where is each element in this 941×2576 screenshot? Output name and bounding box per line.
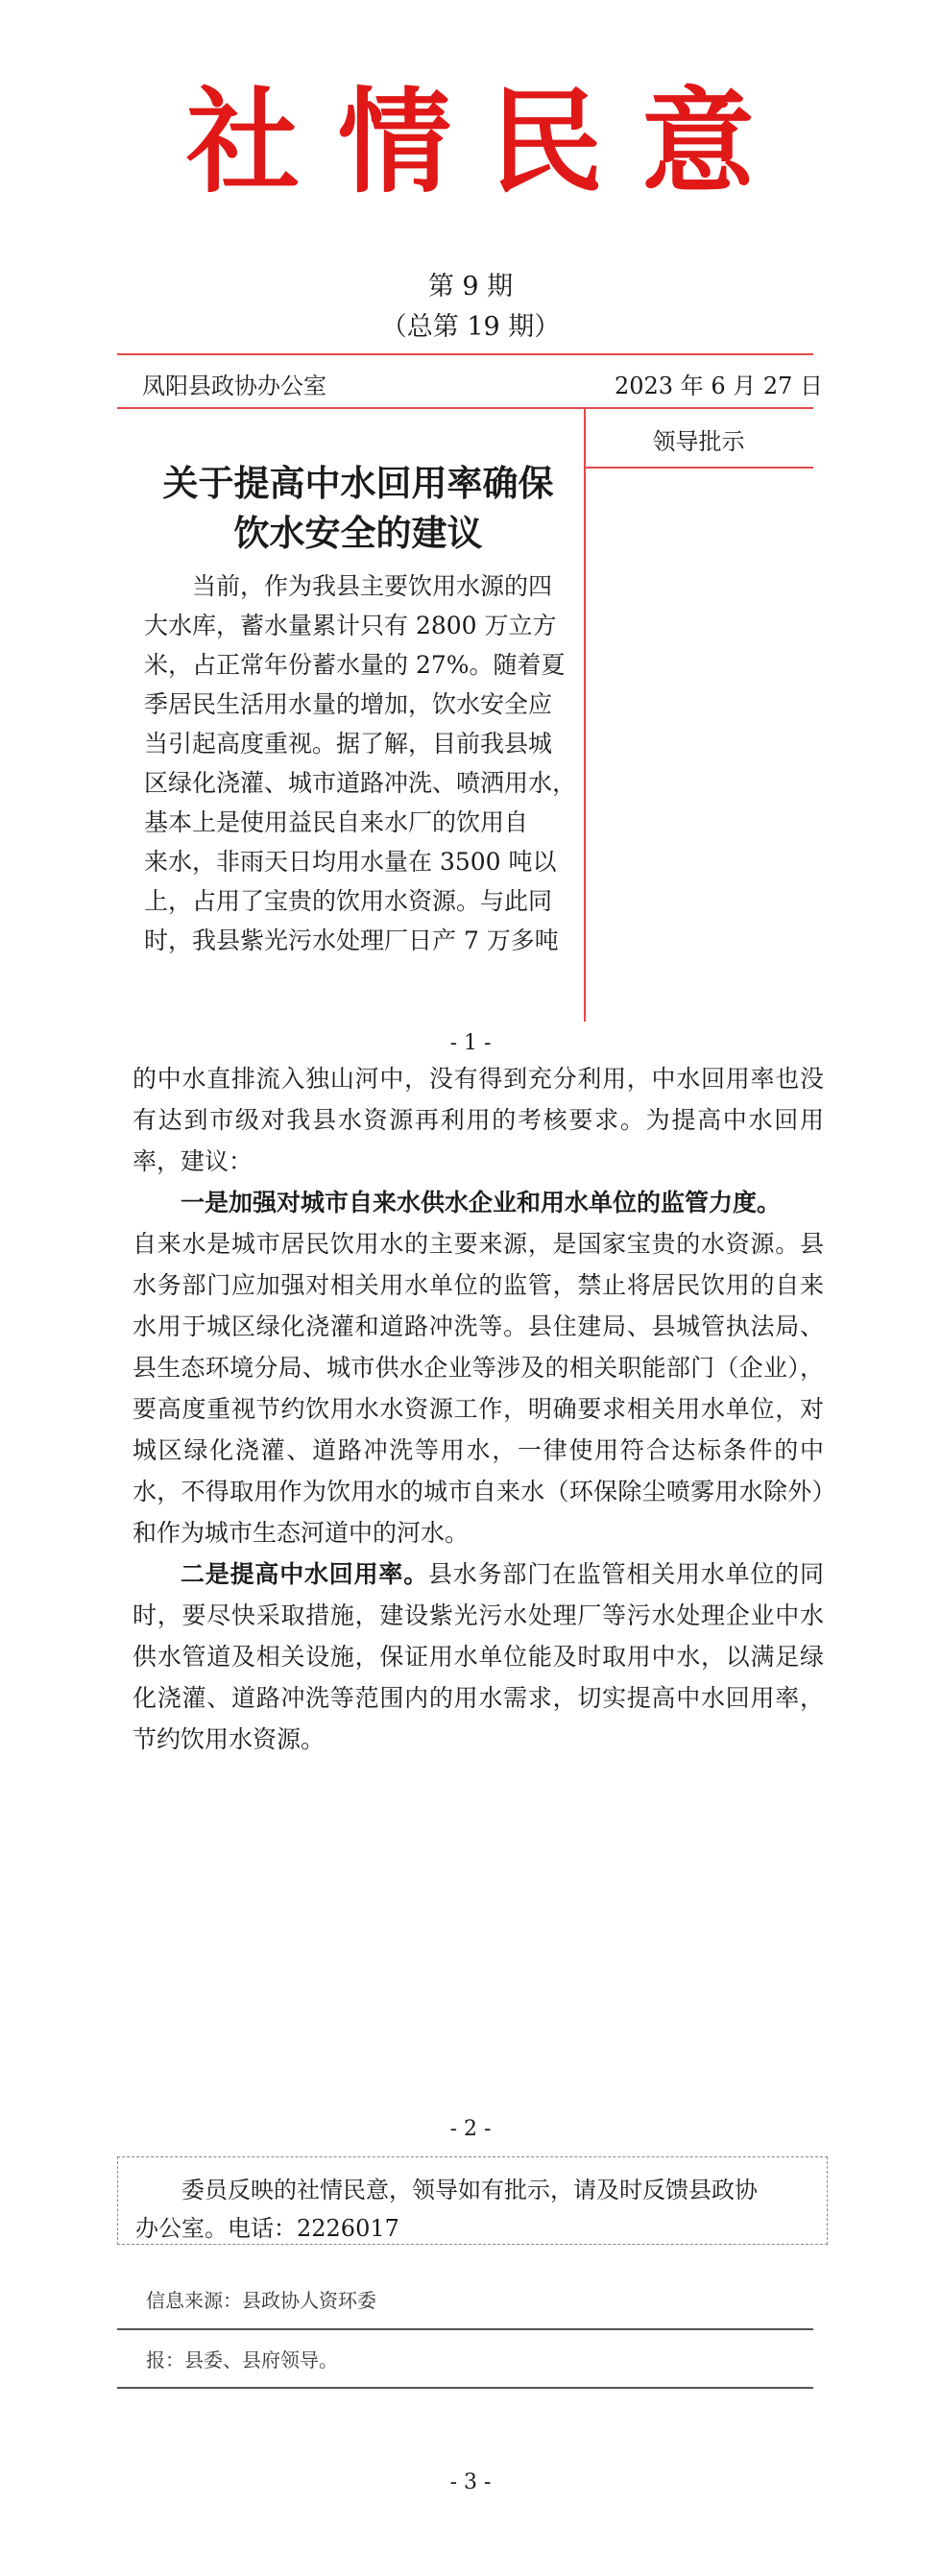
masthead-title: 社情民意 [185, 76, 793, 208]
issuing-office: 凤阳县政协办公室 [142, 373, 326, 399]
point1-paragraph [133, 1182, 824, 1223]
page-number-2: - 2 - [449, 2117, 492, 2141]
top-rule [117, 353, 813, 355]
page2-body [133, 1058, 824, 1760]
page-number-1: - 1 - [449, 1031, 492, 1055]
meta-rule [117, 407, 813, 409]
point1-heading: 一是加强对城市自来水供水企业和用水单位的监管力度。 [181, 1189, 782, 1216]
p1-line: 时，我县紫光污水处理厂日产 7 万多吨 [144, 927, 559, 954]
page-number-3: - 3 - [449, 2470, 492, 2494]
p1-line: 季居民生活用水量的增加，饮水安全应 [144, 690, 553, 718]
feedback-notice [117, 2156, 828, 2245]
p1-line: 区绿化浇灌、城市道路冲洗、喷洒用水， [144, 769, 577, 797]
issue-date: 2023 年 6 月 27 日 [615, 373, 824, 399]
leader-approval-label: 领导批示 [652, 428, 745, 455]
p1-line: 米，占正常年份蓄水量的 27%。随着夏 [144, 651, 566, 679]
issue-total: （总第 19 期） [380, 312, 561, 342]
p1-line: 上，占用了宝贵的饮用水资源。与此同 [144, 887, 553, 915]
page1-paragraph [144, 566, 578, 960]
point2-body: 县水务部门在监管相关用水单位的同时，要尽快采取措施，建设紫光污水处理厂等污水处理企业中水供水管道及相关设施，保证用水单位能及时取用中水，以满足绿化浇灌、道路冲洗等范围内的用水需求，切实提高中水回用率，节约饮用水资源。 [133, 1560, 824, 1753]
point1-body: 自来水是城市居民饮用水的主要来源，是国家宝贵的水资源。县水务部门应加强对相关用水单位的监管，禁止将居民饮用的自来水用于城区绿化浇灌和道路冲洗等。县住建局、县城管执法局、县生态环境分局、城市供水企业等涉及的相关职能部门（企业），要高度重视节约饮用水水资源工作，明确要求相关用水单位，对城区绿化浇灌、道路冲洗等用水，一律使用符合达标条件的中水，不得取用作为饮用水的城市自来水（环保除尘喷雾用水除外）和作为城市生态河道中的河水。 [133, 1230, 824, 1547]
info-source: 信息来源：县政协人资环委 [146, 2289, 376, 2312]
p1-line: 大水库，蓄水量累计只有 2800 万立方 [144, 612, 557, 639]
footer-rule-1 [117, 2328, 813, 2330]
p1-line: 当前，作为我县主要饮用水源的四 [192, 572, 553, 600]
p1-line: 当引起高度重视。据了解，目前我县城 [144, 730, 553, 758]
p1-line: 基本上是使用益民自来水厂的饮用自 [144, 808, 529, 836]
side-box-rule [584, 467, 813, 469]
notice-line-1: 委员反映的社情民意，领导如有批示，请及时反馈县政协 [181, 2177, 758, 2203]
point2-paragraph [133, 1553, 824, 1760]
article-title-line-1: 关于提高中水回用率确保 [162, 463, 554, 504]
point2-heading: 二是提高中水回用率。 [181, 1560, 428, 1588]
article-title-line-2: 饮水安全的建议 [233, 513, 483, 554]
notice-line-2: 办公室。电话：2226017 [135, 2215, 399, 2242]
side-box-divider [584, 407, 586, 1022]
continuation-paragraph: 的中水直排流入独山河中，没有得到充分利用，中水回用率也没有达到市级对我县水资源再利用的考核要求。为提高中水回用率，建议： [133, 1065, 824, 1175]
p1-line: 来水，非雨天日均用水量在 3500 吨以 [144, 848, 557, 876]
issue-number: 第 9 期 [427, 272, 514, 301]
article-title [133, 459, 584, 559]
report-to: 报：县委、县府领导。 [146, 2348, 338, 2371]
footer-rule-2 [117, 2387, 813, 2389]
